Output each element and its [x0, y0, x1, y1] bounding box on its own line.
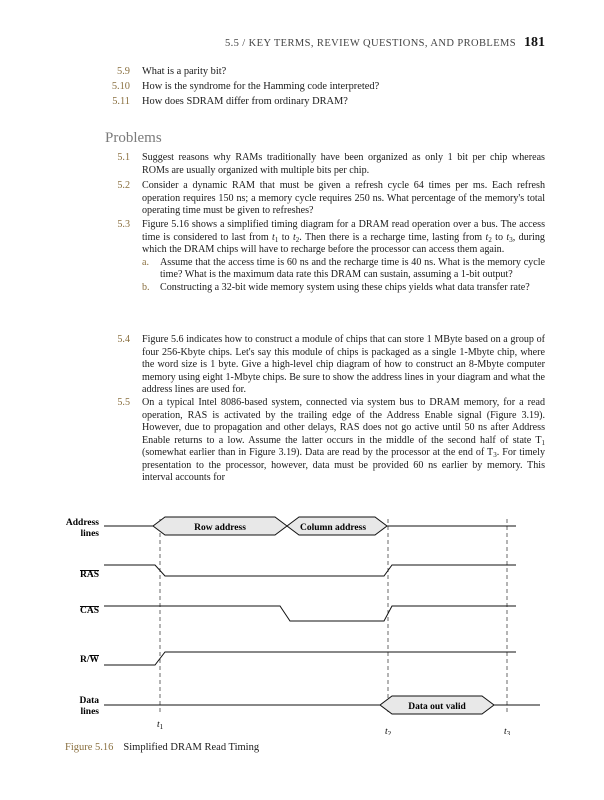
label-data: Data [79, 696, 99, 706]
dram-timing-diagram [0, 505, 604, 735]
label-rw: R/W [80, 655, 99, 665]
t1-label: $t_1$ [157, 720, 164, 731]
label-address: Address [65, 518, 99, 528]
cas-waveform [104, 606, 516, 621]
problem-number: 5.5 [117, 397, 130, 408]
ras-waveform [104, 565, 516, 576]
problem-text: Consider a dynamic RAM that must be given a refresh cycle 64 times per ms. Each refresh operation requires 150 ns; a memory cycle requires 250 ns. What percentage of the memory's total operating time must be given to refreshes? [142, 180, 545, 217]
problem-number: 5.1 [117, 152, 130, 163]
page-number: 181 [524, 35, 545, 50]
rw-waveform [104, 652, 516, 665]
question-number: 5.9 [117, 66, 130, 77]
problem-text: Figure 5.6 indicates how to construct a module of chips that can store 1 MByte based on a group of four 256-Kbyte chips. Let's say this module of chips is packaged as a single 1-Mbyte chip, where the word size is 1 byte. Give a high-level chip diagram of how to construct an 8-Mbyte computer memory using eight 1-Mbyte chips. Be sure to show the address lines in your diagram and what the address lines are used for. [142, 334, 545, 396]
label-address-lines: lines [80, 529, 99, 539]
t2-label: $t_2$ [385, 727, 392, 735]
problem-text: Figure 5.16 shows a simplified timing diagram for a DRAM read operation over a bus. The access time is considered to last from $t_1$ to $t_2$. Then there is a recharge time, lasting from $t_2$ to $t_3$, during which the DRAM chips will have to recharge before the processor can access them again. [142, 219, 545, 256]
label-cas: CAS [79, 606, 99, 616]
figure-number: Figure 5.16 [65, 742, 114, 753]
label-rw-bar: W [89, 655, 99, 665]
question-text: How does SDRAM differ from ordinary DRAM? [142, 96, 348, 107]
column-address-box: Column address [299, 523, 367, 533]
problem-number: 5.2 [117, 180, 130, 191]
t3-label: $t_3$ [504, 727, 511, 735]
problem-number: 5.4 [117, 334, 130, 345]
question-text: How is the syndrome for the Hamming code interpreted? [142, 81, 380, 92]
subpart-label: b. [142, 281, 150, 293]
row-address-box: Row address [194, 523, 246, 533]
figure-title: Simplified DRAM Read Timing [123, 742, 260, 753]
label-ras: RAS [79, 570, 99, 580]
question-number: 5.10 [111, 81, 130, 92]
problem-number: 5.3 [117, 219, 130, 230]
subpart-label: a. [142, 256, 150, 268]
figure-caption [65, 742, 259, 753]
running-header [0, 35, 545, 51]
label-data-lines: lines [80, 707, 99, 717]
subpart-a [142, 257, 545, 282]
subpart-text: Constructing a 32-bit wide memory system using these chips yields what data transfer rate? [160, 281, 530, 293]
problems-heading: Problems [105, 130, 162, 146]
question-text: What is a parity bit? [142, 66, 227, 77]
running-title: 5.5 / KEY TERMS, REVIEW QUESTIONS, AND PROBLEMS [224, 38, 516, 49]
subpart-b [142, 282, 545, 295]
subpart-text: Assume that the access time is 60 ns and the recharge time is 40 ns. What is the memory cycle time? What is the maximum data rate this DRAM can sustain, assuming a 1-bit output? [160, 256, 545, 281]
data-waveform [104, 696, 540, 714]
problem-text: Suggest reasons why RAMs traditionally have been organized as only 1 bit per chip whereas ROMs are usually organized with multiple bits per chip. [142, 152, 545, 176]
data-out-valid-box: Data out valid [408, 702, 466, 712]
question-number: 5.11 [112, 96, 130, 107]
problem-text: On a typical Intel 8086-based system, connected via system bus to DRAM memory, for a read operation, RAS is activated by the trailing edge of the Address Enable signal (Figure 3.19). However, due to propagation and other delays, RAS does not go active until 50 ns after Address Enable returns to a low. Assume the latter occurs in the middle of the second half of state $T_1$ (somewhat earlier than in Figure 3.19). Data are read by the processor at the end of $T_3$. For timely presentation to the processor, however, data must be provided 60 ns earlier by memory. This interval accounts for [142, 397, 546, 484]
